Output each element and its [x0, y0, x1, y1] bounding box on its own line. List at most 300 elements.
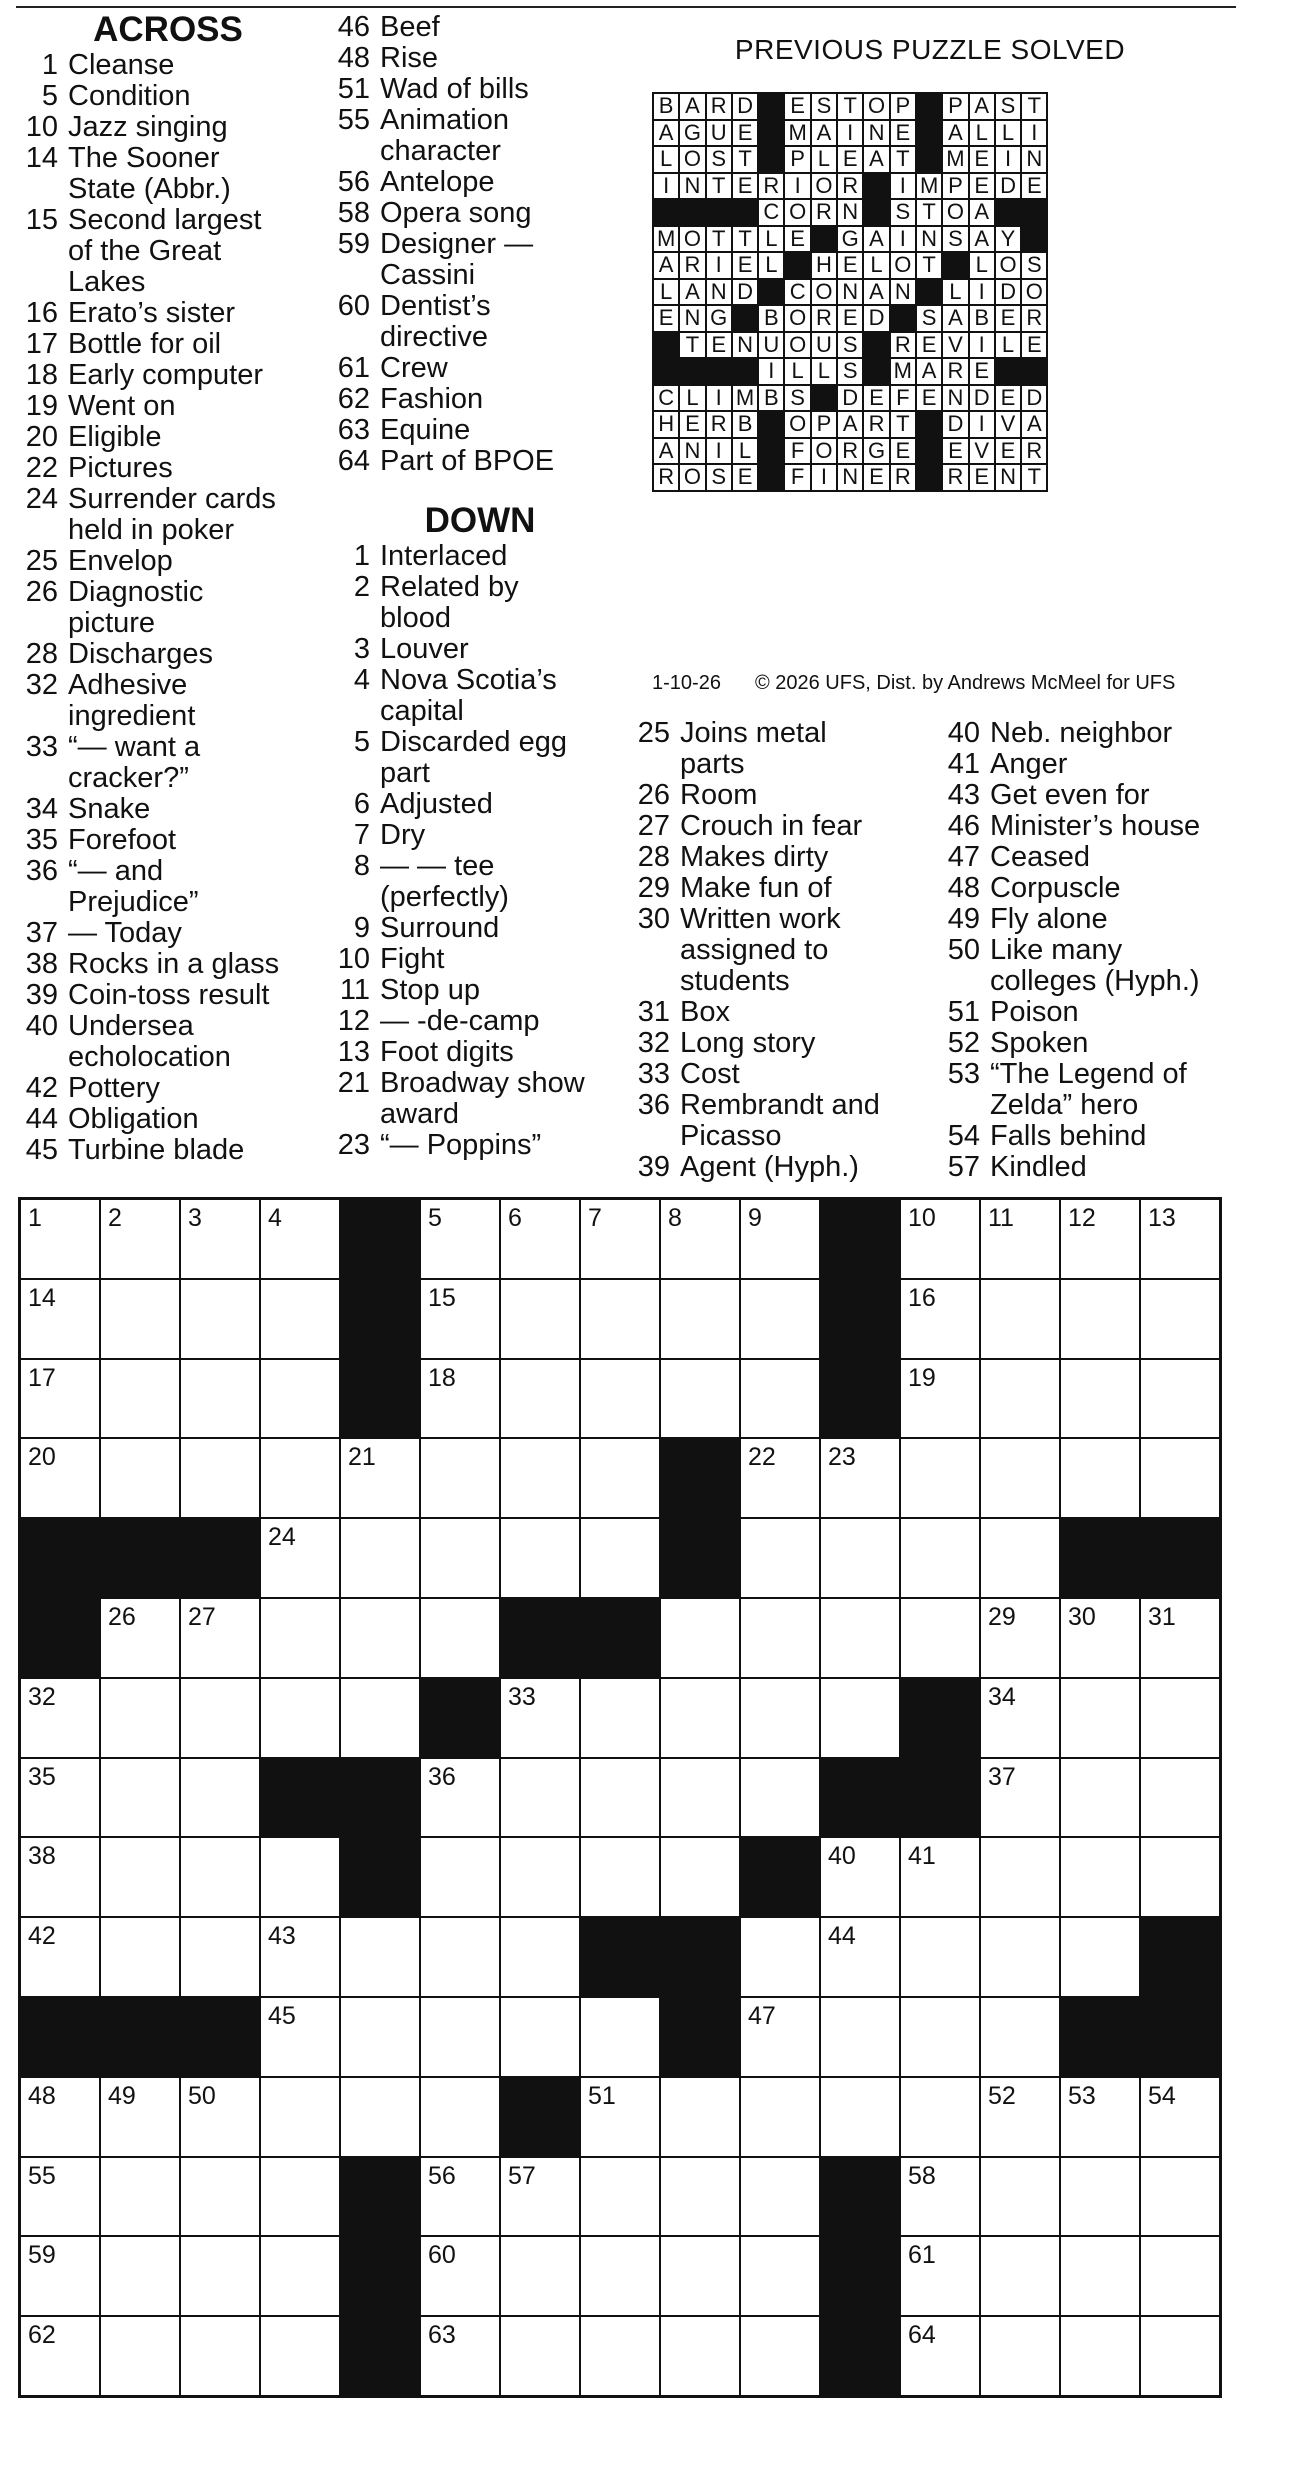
grid-cell[interactable]	[341, 1439, 419, 1517]
grid-cell[interactable]	[981, 1439, 1059, 1517]
grid-cell[interactable]	[821, 1599, 899, 1677]
solved-letter-cell: S	[785, 386, 809, 411]
grid-cell[interactable]	[341, 1599, 419, 1677]
grid-cell[interactable]	[261, 2317, 339, 2395]
cell-number: 15	[428, 1283, 456, 1312]
grid-cell[interactable]	[741, 1599, 819, 1677]
grid-cell[interactable]	[341, 1998, 419, 2076]
down-clue-53	[940, 1059, 1240, 1121]
grid-cell[interactable]	[981, 1838, 1059, 1916]
clue-number: 26	[637, 779, 670, 811]
solved-letter-cell: D	[838, 386, 862, 411]
solved-letter-cell: O	[680, 147, 704, 172]
cell-number: 58	[908, 2161, 936, 2190]
across-clue-17	[18, 329, 318, 360]
grid-cell[interactable]	[581, 1439, 659, 1517]
grid-cell[interactable]	[421, 1998, 499, 2076]
grid-cell[interactable]	[21, 2078, 99, 2156]
grid-cell[interactable]	[901, 1439, 979, 1517]
grid-cell[interactable]	[901, 1519, 979, 1597]
grid-cell[interactable]	[501, 1519, 579, 1597]
grid-cell[interactable]	[501, 2237, 579, 2315]
grid-cell[interactable]	[581, 1200, 659, 1278]
clue-number: 59	[337, 228, 370, 260]
grid-cell[interactable]	[21, 2237, 99, 2315]
grid-cell[interactable]	[821, 1998, 899, 2076]
grid-cell[interactable]	[981, 1679, 1059, 1757]
black-square	[341, 1200, 419, 1278]
grid-cell[interactable]	[1141, 2317, 1219, 2395]
grid-cell[interactable]	[661, 1838, 739, 1916]
grid-cell[interactable]	[981, 1998, 1059, 2076]
grid-cell[interactable]	[501, 1918, 579, 1996]
grid-cell[interactable]	[901, 1918, 979, 1996]
grid-cell[interactable]	[1141, 1679, 1219, 1757]
grid-cell[interactable]	[1141, 1759, 1219, 1837]
grid-cell[interactable]	[901, 1599, 979, 1677]
grid-cell[interactable]	[1061, 2078, 1139, 2156]
grid-cell[interactable]	[101, 1360, 179, 1438]
grid-cell[interactable]	[581, 1838, 659, 1916]
grid-cell[interactable]	[581, 1519, 659, 1597]
grid-cell[interactable]	[1061, 1679, 1139, 1757]
grid-cell[interactable]	[181, 1280, 259, 1358]
grid-cell[interactable]	[1141, 1280, 1219, 1358]
clue-text	[680, 842, 930, 873]
grid-cell[interactable]	[181, 1918, 259, 1996]
grid-cell[interactable]	[501, 1200, 579, 1278]
grid-cell[interactable]	[101, 1599, 179, 1677]
grid-cell[interactable]	[661, 1679, 739, 1757]
grid-cell[interactable]	[421, 2078, 499, 2156]
clue-text-line: Rocks in a glass	[68, 948, 280, 980]
clue-number: 48	[337, 42, 370, 74]
grid-cell[interactable]	[101, 1918, 179, 1996]
clue-text	[680, 718, 930, 780]
grid-cell[interactable]	[1061, 1838, 1139, 1916]
grid-cell[interactable]	[901, 1998, 979, 2076]
grid-cell[interactable]	[901, 1838, 979, 1916]
clue-text	[990, 1028, 1240, 1059]
across-clue-35	[18, 825, 318, 856]
grid-cell[interactable]	[261, 1200, 339, 1278]
across-clue-42	[18, 1073, 318, 1104]
clue-column-2	[330, 12, 630, 1161]
grid-cell[interactable]	[261, 1439, 339, 1517]
grid-cell[interactable]	[181, 1599, 259, 1677]
solved-black-square	[654, 359, 678, 384]
grid-cell[interactable]	[1141, 2237, 1219, 2315]
grid-cell[interactable]	[21, 1759, 99, 1837]
grid-cell[interactable]	[421, 2317, 499, 2395]
grid-cell[interactable]	[181, 1360, 259, 1438]
black-square	[821, 2317, 899, 2395]
grid-cell[interactable]	[501, 2317, 579, 2395]
grid-cell[interactable]	[741, 2317, 819, 2395]
across-clue-36	[18, 856, 318, 918]
grid-cell[interactable]	[181, 1200, 259, 1278]
grid-cell[interactable]	[101, 2158, 179, 2236]
clue-text-line: directive	[380, 321, 488, 353]
grid-cell[interactable]	[981, 2237, 1059, 2315]
across-clue-64	[330, 446, 630, 477]
clue-text-line: State (Abbr.)	[68, 173, 231, 205]
grid-cell[interactable]	[981, 1918, 1059, 1996]
grid-cell[interactable]	[101, 1280, 179, 1358]
grid-cell[interactable]	[1061, 1200, 1139, 1278]
grid-cell[interactable]	[901, 1200, 979, 1278]
solved-letter-cell: A	[970, 200, 994, 225]
grid-cell[interactable]	[261, 1838, 339, 1916]
clue-number: 31	[637, 996, 670, 1028]
grid-cell[interactable]	[741, 2237, 819, 2315]
across-clue-15	[18, 205, 318, 298]
grid-cell[interactable]	[581, 1360, 659, 1438]
grid-cell[interactable]	[741, 1918, 819, 1996]
solved-letter-cell: I	[707, 439, 731, 464]
grid-cell[interactable]	[661, 1200, 739, 1278]
grid-cell[interactable]	[661, 1280, 739, 1358]
clue-text	[990, 749, 1240, 780]
grid-cell[interactable]	[661, 2078, 739, 2156]
solved-letter-cell: F	[891, 386, 915, 411]
grid-cell[interactable]	[1061, 1280, 1139, 1358]
solved-black-square	[707, 359, 731, 384]
black-square	[101, 1998, 179, 2076]
grid-cell[interactable]	[421, 1759, 499, 1837]
grid-cell[interactable]	[101, 1679, 179, 1757]
grid-cell[interactable]	[21, 2158, 99, 2236]
grid-cell[interactable]	[581, 2317, 659, 2395]
solved-letter-cell: A	[1022, 412, 1046, 437]
grid-cell[interactable]	[741, 2078, 819, 2156]
solved-letter-cell: F	[785, 439, 809, 464]
grid-cell[interactable]	[261, 1519, 339, 1597]
grid-cell[interactable]	[741, 1759, 819, 1837]
clue-text	[68, 670, 318, 732]
clue-text-line: Beef	[380, 11, 440, 43]
grid-cell[interactable]	[901, 1280, 979, 1358]
grid-cell[interactable]	[261, 2237, 339, 2315]
clue-number: 39	[25, 979, 58, 1011]
grid-cell[interactable]	[101, 1439, 179, 1517]
grid-cell[interactable]	[1061, 1599, 1139, 1677]
clue-number: 51	[337, 73, 370, 105]
clue-number: 12	[337, 1005, 370, 1037]
clue-text	[380, 446, 630, 477]
grid-cell[interactable]	[21, 1918, 99, 1996]
clue-text	[380, 727, 630, 789]
grid-cell[interactable]	[1061, 1360, 1139, 1438]
cell-number: 56	[428, 2161, 456, 2190]
grid-cell[interactable]	[21, 1200, 99, 1278]
grid-cell[interactable]	[21, 1360, 99, 1438]
grid-cell[interactable]	[741, 1439, 819, 1517]
grid-cell[interactable]	[981, 1280, 1059, 1358]
grid-cell[interactable]	[21, 1838, 99, 1916]
grid-cell[interactable]	[501, 2158, 579, 2236]
grid-cell[interactable]	[21, 1679, 99, 1757]
copyright-notice: © 2026 UFS, Dist. by Andrews McMeel for UFS	[754, 672, 1176, 694]
grid-cell[interactable]	[581, 2158, 659, 2236]
down-clue-48	[940, 873, 1240, 904]
grid-cell[interactable]	[821, 1679, 899, 1757]
grid-cell[interactable]	[261, 1599, 339, 1677]
grid-cell[interactable]	[741, 1280, 819, 1358]
clue-number: 37	[25, 917, 58, 949]
grid-cell[interactable]	[1061, 2237, 1139, 2315]
clue-text-line: Falls behind	[990, 1120, 1147, 1152]
grid-cell[interactable]	[421, 2237, 499, 2315]
grid-cell[interactable]	[901, 2237, 979, 2315]
clue-text	[380, 789, 630, 820]
clue-text	[380, 415, 630, 446]
grid-cell[interactable]	[501, 1759, 579, 1837]
down-clue-8	[330, 851, 630, 913]
grid-cell[interactable]	[421, 1360, 499, 1438]
solved-letter-cell: E	[733, 121, 757, 146]
clue-column-1	[18, 12, 318, 1166]
grid-cell[interactable]	[661, 1599, 739, 1677]
solved-letter-cell: P	[812, 412, 836, 437]
grid-cell[interactable]	[261, 1998, 339, 2076]
grid-cell[interactable]	[1141, 1360, 1219, 1438]
grid-cell[interactable]	[261, 1360, 339, 1438]
grid-cell[interactable]	[421, 1200, 499, 1278]
black-square	[1061, 1998, 1139, 2076]
grid-cell[interactable]	[341, 2078, 419, 2156]
solved-letter-cell: D	[970, 386, 994, 411]
grid-cell[interactable]	[981, 1200, 1059, 1278]
grid-cell[interactable]	[901, 1360, 979, 1438]
black-square	[341, 1280, 419, 1358]
grid-cell[interactable]	[661, 1360, 739, 1438]
grid-cell[interactable]	[261, 2158, 339, 2236]
black-square	[821, 2158, 899, 2236]
clue-text-line: capital	[380, 695, 464, 727]
grid-cell[interactable]	[741, 1998, 819, 2076]
grid-cell[interactable]	[261, 2078, 339, 2156]
grid-cell[interactable]	[421, 1918, 499, 1996]
grid-cell[interactable]	[901, 2078, 979, 2156]
down-clue-29	[630, 873, 930, 904]
grid-cell[interactable]	[741, 1679, 819, 1757]
grid-cell[interactable]	[981, 2158, 1059, 2236]
grid-cell[interactable]	[181, 2078, 259, 2156]
grid-cell[interactable]	[261, 1679, 339, 1757]
grid-cell[interactable]	[21, 1439, 99, 1517]
across-clue-32	[18, 670, 318, 732]
clue-text-line: assigned to	[680, 934, 829, 966]
grid-cell[interactable]	[501, 1998, 579, 2076]
grid-cell[interactable]	[661, 1759, 739, 1837]
grid-cell[interactable]	[1141, 1439, 1219, 1517]
down-clue-28	[630, 842, 930, 873]
clue-number: 17	[25, 328, 58, 360]
grid-cell[interactable]	[821, 1439, 899, 1517]
grid-cell[interactable]	[901, 2158, 979, 2236]
grid-cell[interactable]	[261, 1280, 339, 1358]
solved-letter-cell: R	[680, 253, 704, 278]
across-clue-44	[18, 1104, 318, 1135]
solved-black-square	[917, 147, 941, 172]
across-clue-34	[18, 794, 318, 825]
grid-cell[interactable]	[821, 1918, 899, 1996]
grid-cell[interactable]	[101, 1759, 179, 1837]
grid-cell[interactable]	[1141, 2158, 1219, 2236]
grid-cell[interactable]	[1141, 1838, 1219, 1916]
clue-text-line: Wad of bills	[380, 73, 529, 105]
grid-cell[interactable]	[21, 2317, 99, 2395]
clue-text	[68, 577, 318, 639]
clue-text-line: Discarded egg	[380, 726, 567, 758]
black-square	[661, 1439, 739, 1517]
grid-cell[interactable]	[421, 1280, 499, 1358]
grid-cell[interactable]	[181, 1679, 259, 1757]
clue-text	[990, 873, 1240, 904]
grid-cell[interactable]	[341, 1918, 419, 1996]
grid-cell[interactable]	[741, 1360, 819, 1438]
clue-text-line: Diagnostic	[68, 576, 204, 608]
grid-cell[interactable]	[581, 1679, 659, 1757]
grid-cell[interactable]	[181, 2317, 259, 2395]
solved-letter-cell: I	[1022, 121, 1046, 146]
grid-cell[interactable]	[421, 1519, 499, 1597]
grid-cell[interactable]	[21, 1280, 99, 1358]
clue-text-line: Corpuscle	[990, 872, 1121, 904]
solved-letter-cell: D	[943, 412, 967, 437]
clue-text-line: Part of BPOE	[380, 445, 555, 477]
grid-cell[interactable]	[181, 1759, 259, 1837]
grid-cell[interactable]	[981, 2317, 1059, 2395]
grid-cell[interactable]	[981, 1519, 1059, 1597]
grid-cell[interactable]	[181, 2158, 259, 2236]
solved-letter-cell: N	[838, 200, 862, 225]
clue-text	[990, 904, 1240, 935]
clue-number: 18	[25, 359, 58, 391]
grid-cell[interactable]	[581, 2078, 659, 2156]
grid-cell[interactable]	[101, 1200, 179, 1278]
grid-cell[interactable]	[741, 1519, 819, 1597]
clue-number: 40	[25, 1010, 58, 1042]
clue-text	[380, 12, 630, 43]
grid-cell[interactable]	[501, 1280, 579, 1358]
clue-number: 45	[25, 1134, 58, 1166]
grid-cell[interactable]	[741, 1200, 819, 1278]
grid-cell[interactable]	[181, 1439, 259, 1517]
across-clue-63	[330, 415, 630, 446]
clue-text	[680, 904, 930, 997]
clue-text	[68, 918, 318, 949]
grid-cell[interactable]	[981, 1599, 1059, 1677]
down-clue-7	[330, 820, 630, 851]
solved-letter-cell: N	[917, 227, 941, 252]
solved-letter-cell: C	[759, 200, 783, 225]
grid-cell[interactable]	[1061, 2158, 1139, 2236]
solved-letter-cell: T	[733, 147, 757, 172]
solved-letter-cell: O	[864, 94, 888, 119]
clue-number: 48	[947, 872, 980, 904]
grid-cell[interactable]	[501, 1439, 579, 1517]
clue-number: 20	[25, 421, 58, 453]
black-square	[901, 1759, 979, 1837]
clue-number: 47	[947, 841, 980, 873]
grid-cell[interactable]	[181, 1838, 259, 1916]
grid-cell[interactable]	[981, 1759, 1059, 1837]
grid-cell[interactable]	[981, 1360, 1059, 1438]
grid-cell[interactable]	[661, 2158, 739, 2236]
grid-cell[interactable]	[421, 2158, 499, 2236]
across-clue-45	[18, 1135, 318, 1166]
solved-letter-cell: U	[812, 333, 836, 358]
grid-cell[interactable]	[501, 1838, 579, 1916]
grid-cell[interactable]	[901, 2317, 979, 2395]
grid-cell[interactable]	[581, 1280, 659, 1358]
solved-letter-cell: E	[733, 174, 757, 199]
grid-cell[interactable]	[821, 1838, 899, 1916]
grid-cell[interactable]	[341, 1679, 419, 1757]
clue-text-line: Nova Scotia’s	[380, 664, 557, 696]
black-square	[21, 1998, 99, 2076]
across-clue-list-continued	[330, 12, 630, 477]
grid-cell[interactable]	[101, 2237, 179, 2315]
grid-cell[interactable]	[421, 1838, 499, 1916]
down-clue-40	[940, 718, 1240, 749]
grid-cell[interactable]	[421, 1599, 499, 1677]
solved-letter-cell: I	[707, 386, 731, 411]
grid-cell[interactable]	[261, 1918, 339, 1996]
solved-letter-cell: L	[654, 147, 678, 172]
solved-letter-cell: R	[838, 439, 862, 464]
grid-cell[interactable]	[661, 2237, 739, 2315]
clue-text-line: Cassini	[380, 259, 476, 291]
grid-cell[interactable]	[1141, 1599, 1219, 1677]
solved-black-square	[733, 359, 757, 384]
grid-cell[interactable]	[181, 2237, 259, 2315]
grid-cell[interactable]	[1141, 1200, 1219, 1278]
clue-text	[68, 484, 318, 546]
grid-cell[interactable]	[581, 2237, 659, 2315]
grid-cell[interactable]	[821, 1519, 899, 1597]
grid-cell[interactable]	[821, 2078, 899, 2156]
grid-cell[interactable]	[741, 2158, 819, 2236]
grid-cell[interactable]	[581, 1759, 659, 1837]
grid-cell[interactable]	[101, 2317, 179, 2395]
cell-number: 33	[508, 1682, 536, 1711]
grid-cell[interactable]	[1061, 1759, 1139, 1837]
solved-letter-cell: F	[785, 465, 809, 490]
grid-cell[interactable]	[1061, 1918, 1139, 1996]
grid-cell[interactable]	[1141, 2078, 1219, 2156]
grid-cell[interactable]	[1061, 2317, 1139, 2395]
grid-cell[interactable]	[101, 2078, 179, 2156]
black-square	[821, 1759, 899, 1837]
solved-letter-cell: I	[707, 253, 731, 278]
cell-number: 4	[268, 1204, 282, 1232]
grid-cell[interactable]	[581, 1998, 659, 2076]
grid-cell[interactable]	[101, 1838, 179, 1916]
clue-text-line: held in poker	[68, 514, 235, 546]
grid-cell[interactable]	[501, 1679, 579, 1757]
grid-cell[interactable]	[981, 2078, 1059, 2156]
grid-cell[interactable]	[501, 1360, 579, 1438]
grid-cell[interactable]	[1061, 1439, 1139, 1517]
down-clue-27	[630, 811, 930, 842]
solved-black-square	[707, 200, 731, 225]
grid-cell[interactable]	[421, 1439, 499, 1517]
grid-cell[interactable]	[341, 1519, 419, 1597]
grid-cell[interactable]	[661, 2317, 739, 2395]
